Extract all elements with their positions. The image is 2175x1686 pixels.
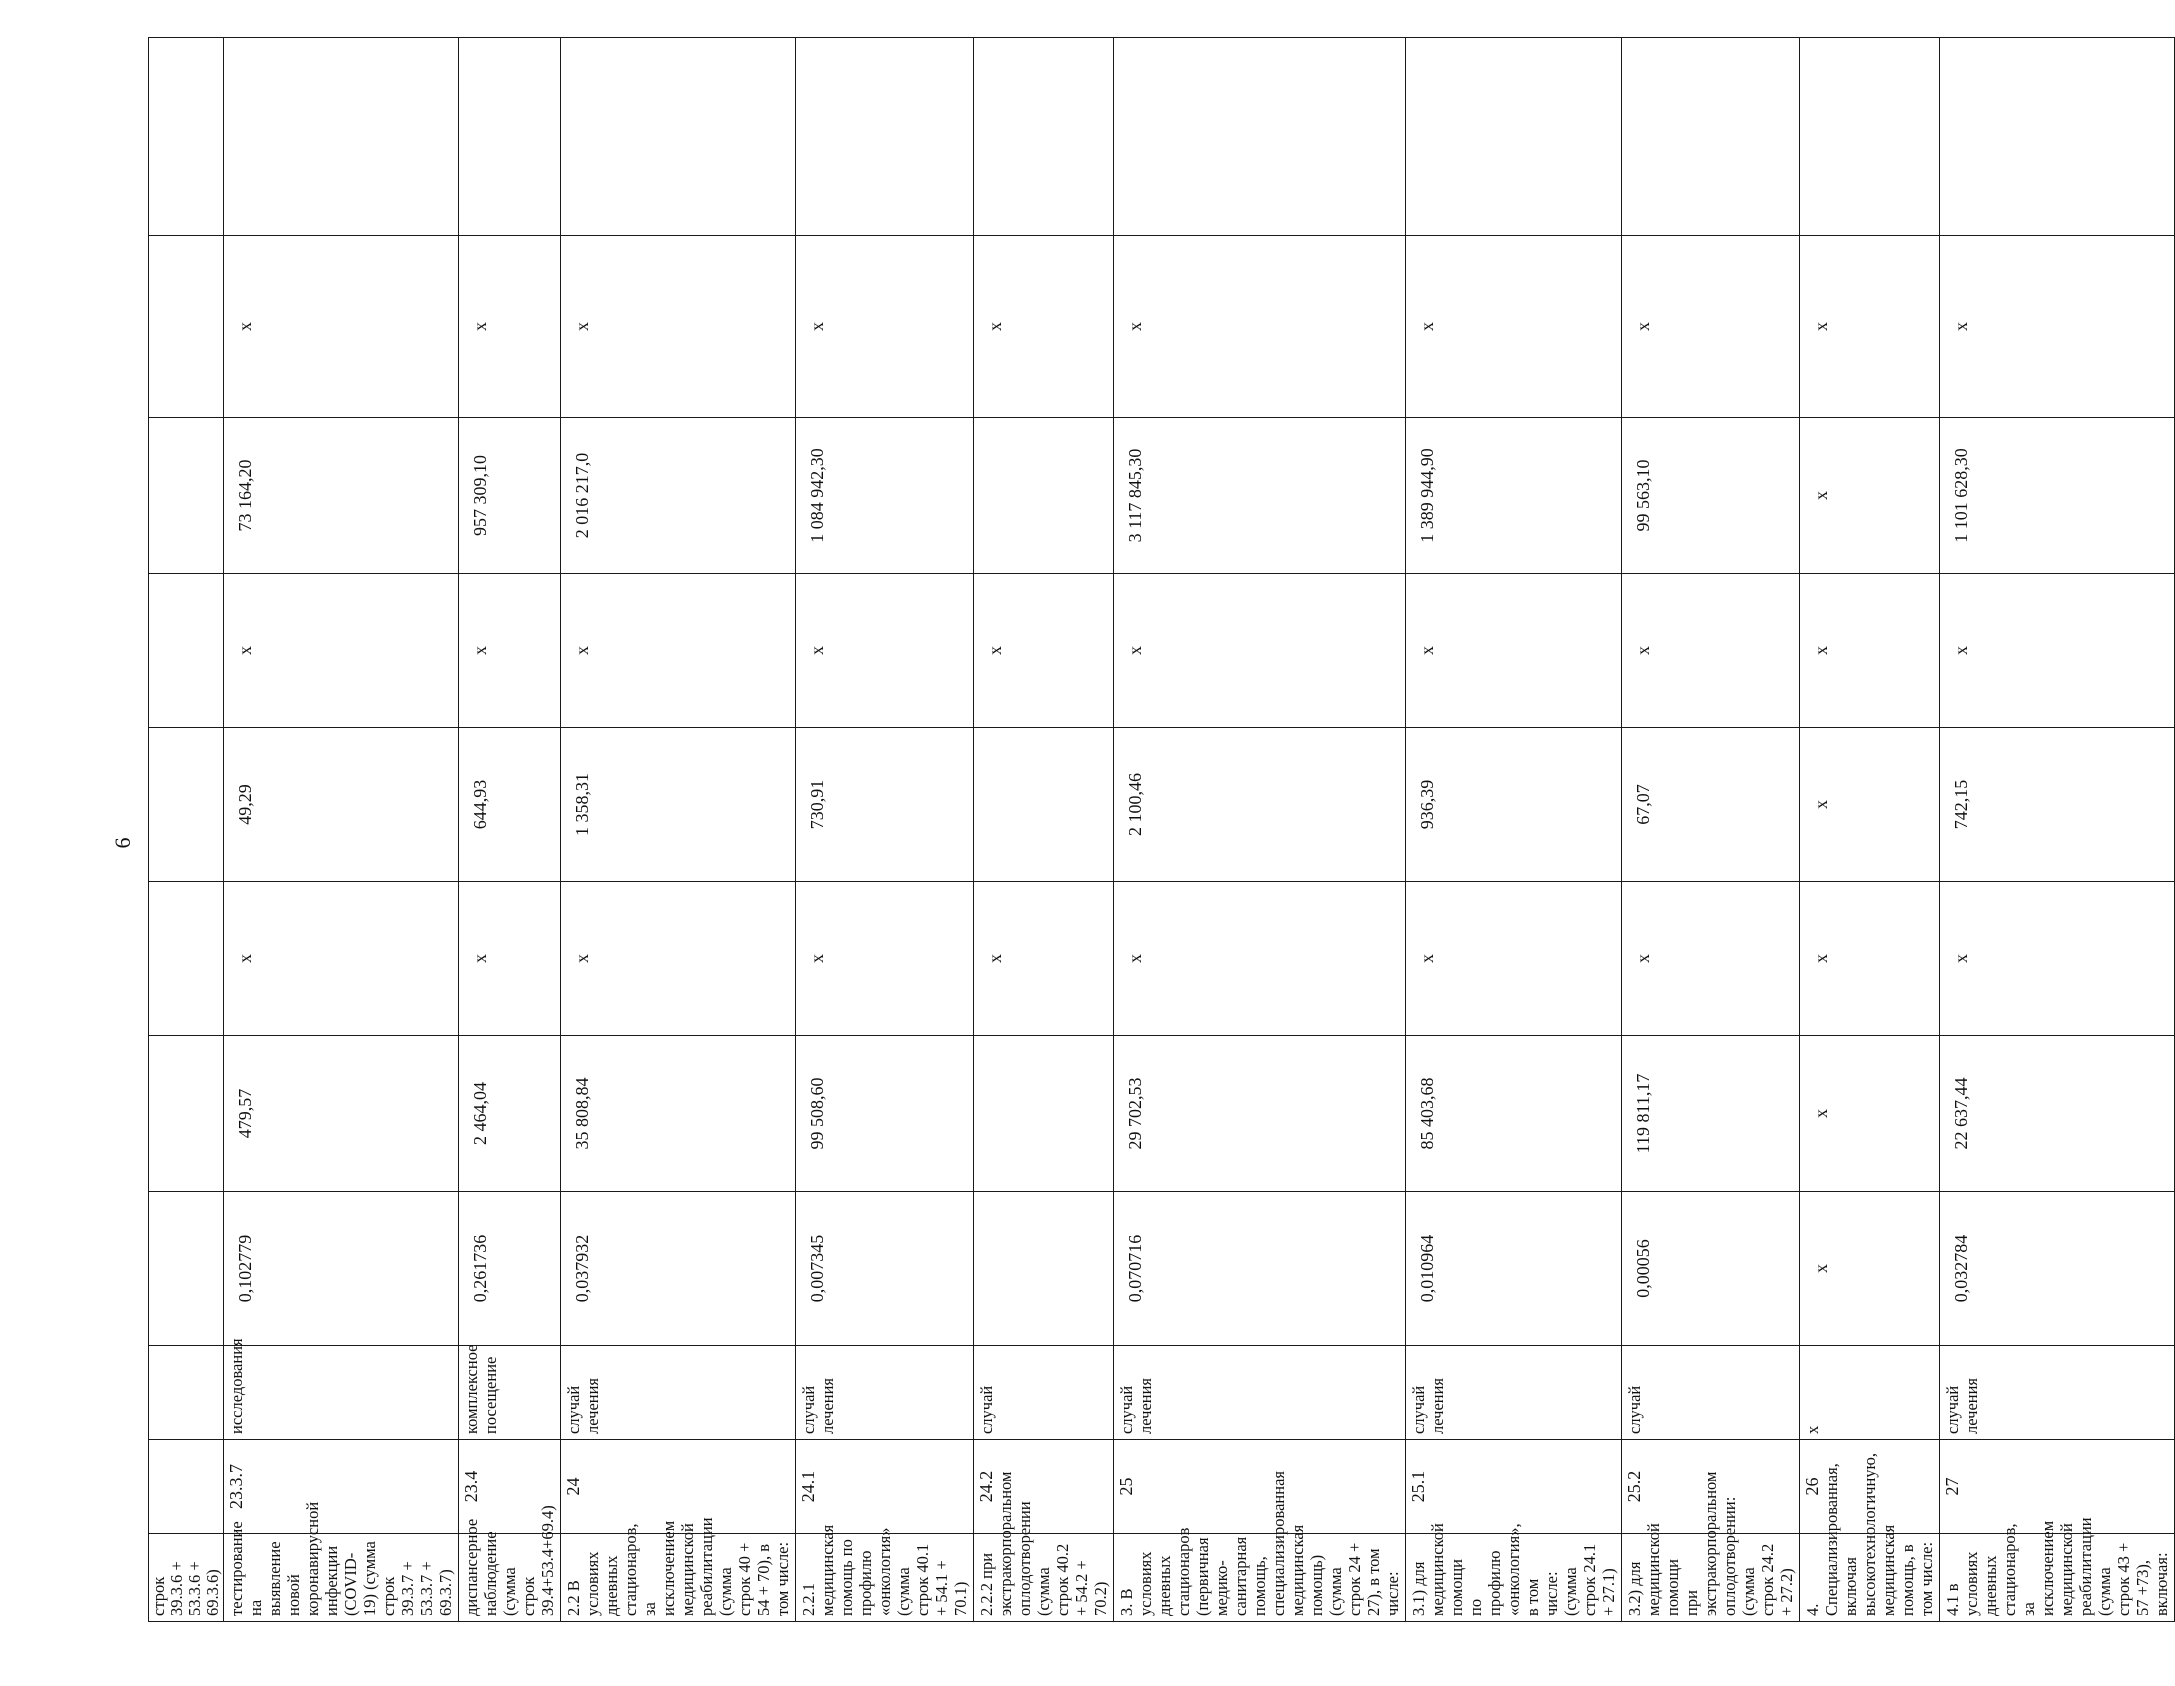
cell-blank	[1622, 38, 1800, 236]
cell-blank	[561, 38, 796, 236]
table-row	[224, 38, 459, 1622]
row-name: 3.2) для медицинской помощи при экстракорпоральном оплодотворении: (сумма строк 24.2 + 27.2)	[1622, 1534, 1800, 1622]
cell-c10: x	[1406, 236, 1622, 418]
row-code: 25	[1114, 1440, 1406, 1534]
cell-blank	[459, 38, 561, 236]
row-code: 25.2	[1622, 1440, 1800, 1534]
table-row	[1114, 38, 1406, 1622]
cell-c9: 957 309,10	[459, 418, 561, 574]
cell-c8: x	[1114, 574, 1406, 728]
rotated-table-wrapper	[148, 38, 2171, 1622]
row-unit: случай	[1622, 1346, 1800, 1440]
row-unit: случай лечения	[796, 1346, 974, 1440]
cell-c8: x	[459, 574, 561, 728]
table-row	[1622, 38, 1800, 1622]
cell-c4: 0,032784	[1940, 1192, 2175, 1346]
cell-c9: 99 563,10	[1622, 418, 1800, 574]
cell-c7: 49,29	[224, 728, 459, 882]
cell-c8: x	[224, 574, 459, 728]
cell-blank	[1940, 38, 2175, 236]
cell-c7	[974, 728, 1114, 882]
cell-c9: 2 016 217,0	[561, 418, 796, 574]
row-name: 4. Специализированная, включая высокотехнологичную, медицинская помощь, в том числе:	[1800, 1534, 1940, 1622]
page-number: 6	[110, 837, 135, 849]
cell-c5: 85 403,68	[1406, 1036, 1622, 1192]
cell-c4: 0,010964	[1406, 1192, 1622, 1346]
cell-blank	[1800, 38, 1940, 236]
cell-c9	[974, 418, 1114, 574]
row-name: диспансерное наблюдение (сумма строк 39.4+53.4+69.4)	[459, 1534, 561, 1622]
cell-c5	[974, 1036, 1114, 1192]
row-name: 2.2.2 при экстракорпоральном оплодотворении (сумма строк 40.2 + 54.2 + 70.2)	[974, 1534, 1114, 1622]
cell-c7: 67,07	[1622, 728, 1800, 882]
cell-c9: 3 117 845,30	[1114, 418, 1406, 574]
cell-c8: x	[1800, 574, 1940, 728]
cell-c5: 99 508,60	[796, 1036, 974, 1192]
cell-c5: 2 464,04	[459, 1036, 561, 1192]
row-code: 24.1	[796, 1440, 974, 1534]
cell-c9: x	[1800, 418, 1940, 574]
table-row	[1406, 38, 1622, 1622]
cell-c6: x	[1406, 882, 1622, 1036]
cell-c4: x	[1800, 1192, 1940, 1346]
cell-c7: 936,39	[1406, 728, 1622, 882]
cell-c10: x	[1940, 236, 2175, 418]
row-name: 2.2.1 медицинская помощь по профилю «онкология» (сумма строк 40.1 + 54.1 + 70.1)	[796, 1534, 974, 1622]
cell-c10: x	[1622, 236, 1800, 418]
cell-c4	[149, 1192, 224, 1346]
row-code	[149, 1440, 224, 1534]
row-unit: случай лечения	[1406, 1346, 1622, 1440]
cell-blank	[1114, 38, 1406, 236]
cell-blank	[974, 38, 1114, 236]
row-unit: x	[1800, 1346, 1940, 1440]
cell-c4: 0,261736	[459, 1192, 561, 1346]
cell-c7: 742,15	[1940, 728, 2175, 882]
row-name: 3. В условиях дневных стационаров (первичная медико-санитарная помощь, специализированная медицинская помощь) (сумма строк 24 + 27), в том числе:	[1114, 1534, 1406, 1622]
cell-c6: x	[1800, 882, 1940, 1036]
cell-c5: 29 702,53	[1114, 1036, 1406, 1192]
cell-c10: x	[974, 236, 1114, 418]
cell-c8: x	[561, 574, 796, 728]
cell-blank	[224, 38, 459, 236]
cell-c4: 0,070716	[1114, 1192, 1406, 1346]
row-name: 2.2 В условиях дневных стационаров, за исключением медицинской реабилитации (сумма строк 40 + 54 + 70), в том числе:	[561, 1534, 796, 1622]
cell-c6: x	[796, 882, 974, 1036]
table-row	[1800, 38, 1940, 1622]
cell-blank	[796, 38, 974, 236]
cell-c7	[149, 728, 224, 882]
cell-c7: 1 358,31	[561, 728, 796, 882]
cell-c7: x	[1800, 728, 1940, 882]
row-name: строк 39.3.6 + 53.3.6 + 69.3.6)	[149, 1534, 224, 1622]
row-code: 25.1	[1406, 1440, 1622, 1534]
cell-c10: x	[796, 236, 974, 418]
cell-c6: x	[1114, 882, 1406, 1036]
cell-c9: 1 389 944,90	[1406, 418, 1622, 574]
cell-c7: 2 100,46	[1114, 728, 1406, 882]
cell-c4	[974, 1192, 1114, 1346]
table-row	[974, 38, 1114, 1622]
table-row	[796, 38, 974, 1622]
cell-c6: x	[459, 882, 561, 1036]
cell-c8: x	[974, 574, 1114, 728]
row-code: 24	[561, 1440, 796, 1534]
cell-c8: x	[1940, 574, 2175, 728]
cell-c10: x	[1114, 236, 1406, 418]
cell-c5: x	[1800, 1036, 1940, 1192]
cell-c4: 0,00056	[1622, 1192, 1800, 1346]
table-row	[149, 38, 224, 1622]
cell-c5: 35 808,84	[561, 1036, 796, 1192]
row-unit: случай	[974, 1346, 1114, 1440]
row-code: 23.3.7	[224, 1440, 459, 1534]
cell-c10: x	[459, 236, 561, 418]
cell-c6: x	[1622, 882, 1800, 1036]
cell-c10: x	[224, 236, 459, 418]
cell-c9: 1 084 942,30	[796, 418, 974, 574]
cell-c6	[149, 882, 224, 1036]
cell-c5	[149, 1036, 224, 1192]
cell-c8: x	[1622, 574, 1800, 728]
row-name: 3.1) для медицинской помощи по профилю «онкология», в том числе: (сумма строк 24.1 + 27.1)	[1406, 1534, 1622, 1622]
cell-c7: 644,93	[459, 728, 561, 882]
row-name: 4.1 в условиях дневных стационаров, за исключением медицинской реабилитации (сумма строк 43 + 57 +73), включая:	[1940, 1534, 2175, 1622]
cell-c4: 0,102779	[224, 1192, 459, 1346]
table-row	[459, 38, 561, 1622]
table-row	[1940, 38, 2175, 1622]
row-code: 23.4	[459, 1440, 561, 1534]
cell-c8: x	[796, 574, 974, 728]
cell-c10: x	[1800, 236, 1940, 418]
row-code: 24.2	[974, 1440, 1114, 1534]
row-unit	[149, 1346, 224, 1440]
cell-c9: 1 101 628,30	[1940, 418, 2175, 574]
cell-c4: 0,037932	[561, 1192, 796, 1346]
cell-c9: 73 164,20	[224, 418, 459, 574]
row-name: тестирование на выявление новой коронавирусной инфекции (COVID-19) (сумма строк 39.3.7 + 53.3.7 + 69.3.7)	[224, 1534, 459, 1622]
row-unit: комплексное посещение	[459, 1346, 561, 1440]
cell-c5: 119 811,17	[1622, 1036, 1800, 1192]
cell-c4: 0,007345	[796, 1192, 974, 1346]
cell-c6: x	[224, 882, 459, 1036]
cell-c10: x	[561, 236, 796, 418]
cell-c5: 22 637,44	[1940, 1036, 2175, 1192]
table-row	[561, 38, 796, 1622]
row-code: 26	[1800, 1440, 1940, 1534]
financing-table	[148, 37, 2175, 1622]
row-unit: случай лечения	[1940, 1346, 2175, 1440]
cell-c10	[149, 236, 224, 418]
cell-c9	[149, 418, 224, 574]
row-code: 27	[1940, 1440, 2175, 1534]
cell-c6: x	[561, 882, 796, 1036]
row-unit: случай лечения	[1114, 1346, 1406, 1440]
cell-blank	[1406, 38, 1622, 236]
cell-blank	[149, 38, 224, 236]
cell-c7: 730,91	[796, 728, 974, 882]
cell-c8	[149, 574, 224, 728]
cell-c5: 479,57	[224, 1036, 459, 1192]
row-unit: случай лечения	[561, 1346, 796, 1440]
cell-c6: x	[974, 882, 1114, 1036]
row-unit: исследования	[224, 1346, 459, 1440]
cell-c8: x	[1406, 574, 1622, 728]
cell-c6: x	[1940, 882, 2175, 1036]
